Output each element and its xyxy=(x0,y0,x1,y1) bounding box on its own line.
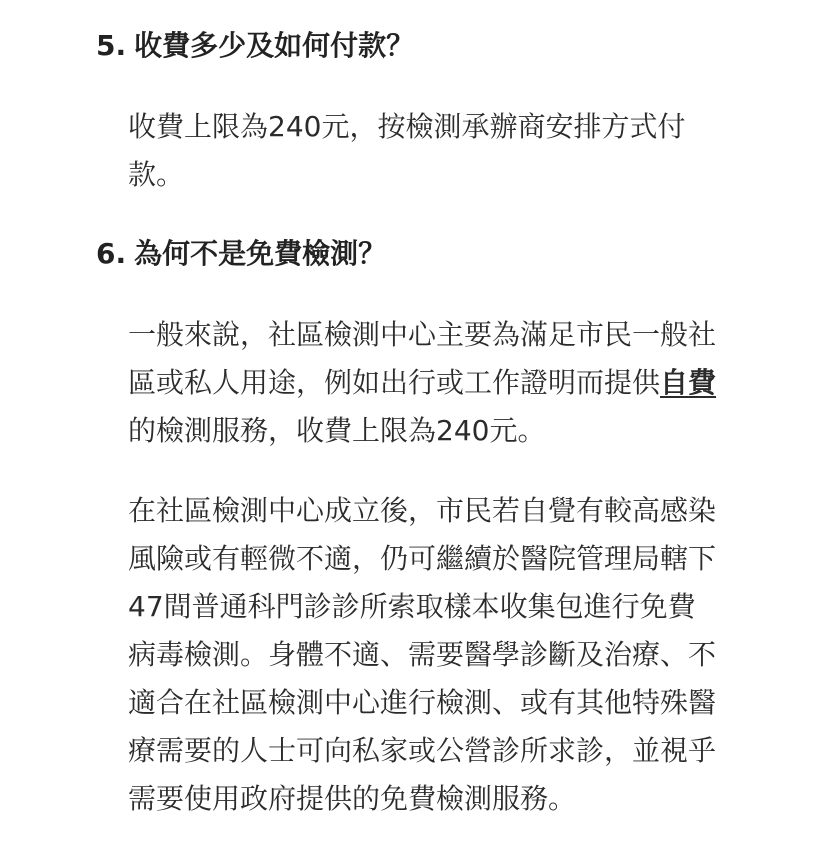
answer-line xyxy=(128,359,716,407)
question-title: 為何不是免費檢測？ xyxy=(134,237,387,270)
faq-question-5 xyxy=(96,24,414,68)
answer-line: 47間普通科門診診所索取樣本收集包進行免費 xyxy=(128,590,696,623)
answer-line: 療需要的人士可向私家或公營診所求診，並視乎 xyxy=(128,734,717,767)
question-number: 6. xyxy=(96,237,127,270)
faq-answer-6-paragraph-1 xyxy=(128,311,716,455)
answer-line: 一般來說，社區檢測中心主要為滿足市民一般社 xyxy=(128,318,717,351)
question-number: 5. xyxy=(96,29,127,62)
answer-line: 款。 xyxy=(128,158,185,191)
answer-line: 風險或有輕微不適，仍可繼續於醫院管理局轄下 xyxy=(128,542,717,575)
answer-line: 在社區檢測中心成立後，市民若自覺有較高感染 xyxy=(128,494,717,527)
answer-line: 需要使用政府提供的免費檢測服務。 xyxy=(128,782,577,815)
answer-line: 收費上限為240元，按檢測承辦商安排方式付 xyxy=(128,110,686,143)
answer-text: 區或私人用途，例如出行或工作證明而提供 xyxy=(128,366,661,399)
question-title: 收費多少及如何付款？ xyxy=(134,29,415,62)
faq-answer-6-paragraph-2 xyxy=(128,487,716,823)
answer-line: 病毒檢測。身體不適、需要醫學診斷及治療、不 xyxy=(128,638,717,671)
answer-line: 的檢測服務，收費上限為240元。 xyxy=(128,414,546,447)
faq-question-6 xyxy=(96,232,386,276)
faq-answer-5 xyxy=(128,103,685,199)
emphasis-self-paid: 自費 xyxy=(660,366,717,399)
answer-line: 適合在社區檢測中心進行檢測、或有其他特殊醫 xyxy=(128,686,717,719)
